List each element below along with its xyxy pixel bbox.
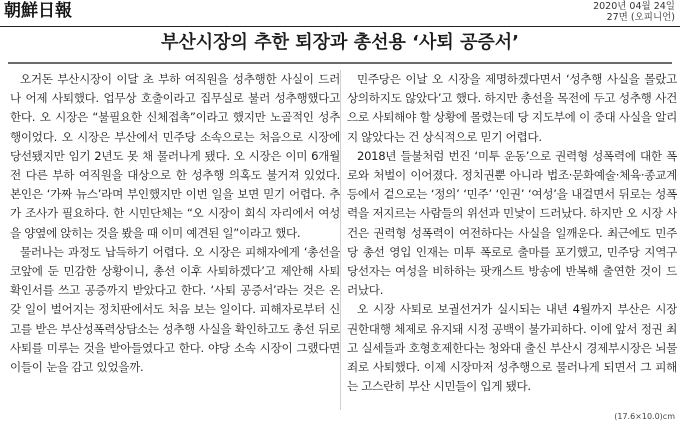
article-paragraph: 2018년 들불처럼 번진 ‘미투 운동’으로 권력형 성폭력에 대한 폭로와 처벌이 이어졌다. 정치권뿐 아니라 법조·문화예술·체육·종교계 등에서 겉으로는 ‘정의’ ‘민주’ ‘인권’ ‘여성’을 내걸면서 뒤로는 성폭력을 저지르는 사람들의 위선과 민낯이 드러났다. 하지만 오 시장 사건은 권력형 성폭력이 여전하다는 사실을 일깨운다. 최근에도 민주당 총선 영입 인재는 미투 폭로로 출마를 포기했고, 민주당 지역구 당선자는 여성을 비하하는 팟캐스트 방송에 반복해 출연한 것이 드러났다. [347,148,677,298]
editorial-headline: 부산시장의 추한 퇴장과 총선용 ‘사퇴 공증서’ [161,32,519,53]
top-rule [0,26,680,27]
column-divider [340,70,341,410]
page-section: 27면 (오피니언) [606,12,675,23]
article-column-left [10,70,340,405]
article-paragraph: 오거돈 부산시장이 이달 초 부하 여직원을 성추행한 사실이 드러나 어제 사퇴했다. 업무상 호출이라고 집무실로 불러 성추행했다고 한다. 오 시장은 “불필요한 신체접촉”이라고 했지만 노골적인 성추행이었다. 오 시장은 부산에서 민주당 소속으로는 처음으로 시장에 당선됐지만 임기 2년도 못 채 물러나게 됐다. 오 시장은 이미 6개월 전 다른 부하 여직원을 대상으로 한 성추행 의혹도 불거져 있었다. 본인은 ‘가짜 뉴스’라며 부인했지만 이번 일을 보면 믿기 어렵다. 추가 조사가 필요하다. 한 시민단체는 “오 시장이 회식 자리에서 여성을 양옆에 앉히는 것을 봤을 때 이미 예견된 일”이라고 했다. [10,72,340,240]
clipping-size-note: (17.6×10.0)cm [614,412,675,421]
article-column-right [347,70,677,405]
headline-rule [8,62,672,64]
publication-info [593,1,675,23]
article-paragraph: 물러나는 과정도 납득하기 어렵다. 오 시장은 피해자에게 ‘총선을 코앞에 둔 민감한 상황이니, 총선 이후 사퇴하겠다’고 제안해 사퇴 확인서를 쓰고 공증까지 받았다고 한다. ‘사퇴 공증서’라는 것은 온갖 일이 벌어지는 정치판에서도 처음 보는 일이다. 피해자로부터 신고를 받은 부산성폭력상담소는 성추행 사실을 확인하고도 총선 뒤로 사퇴를 미루는 것을 받아들였다고 한다. 야당 소속 시장이 그랬다면 이들이 눈을 감고 있었을까. [10,244,340,375]
article-paragraph: 오 시장 사퇴로 보궐선거가 실시되는 내년 4월까지 부산은 시장 권한대행 체제로 유지돼 시정 공백이 불가피하다. 이에 앞서 정권 최고 실세들과 호형호제한다는 청와대 출신 부산시 경제부시장은 뇌물죄로 사퇴했다. 이제 시장마저 성추행으로 물러나게 되면서 그 피해는 고스란히 부산 시민들이 입게 됐다. [347,302,677,394]
article-paragraph: 민주당은 이날 오 시장을 제명하겠다면서 ‘성추행 사실을 몰랐고 상의하지도 않았다’고 했다. 하지만 총선을 목전에 두고 성추행 사건으로 사퇴해야 할 상황에 몰렸는데 당 지도부에 이 중대 사실을 알리지 않았다는 건 상식적으로 믿기 어렵다. [347,72,677,144]
publication-date: 2020년 04월 24일 [593,1,675,12]
newspaper-masthead: 朝鮮日報 [4,1,72,21]
